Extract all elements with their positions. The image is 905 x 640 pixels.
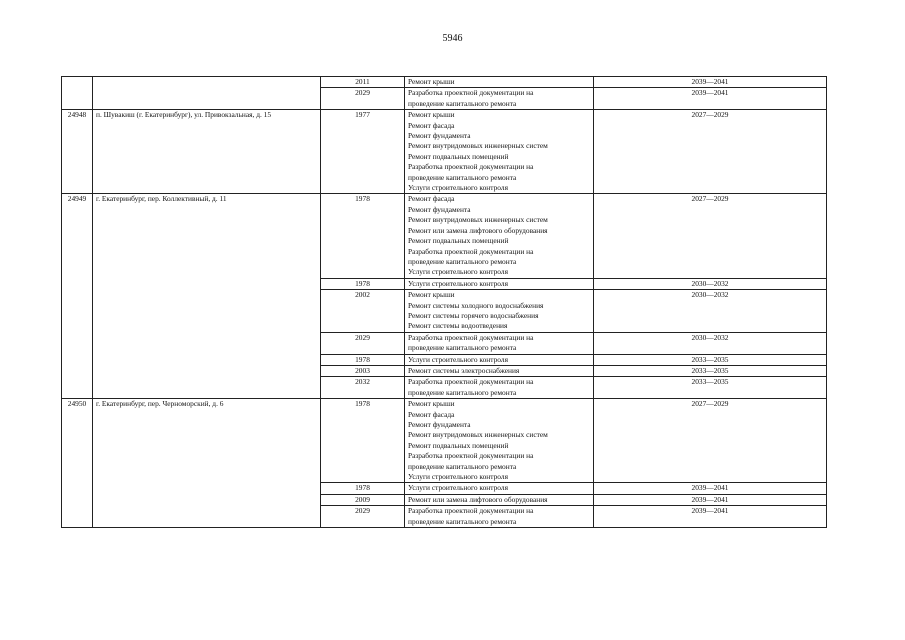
work-item: Ремонт крыши <box>408 290 455 300</box>
table-row <box>62 77 827 88</box>
work-item: Ремонт фасада <box>408 409 455 419</box>
year-cell: 1978 <box>321 399 405 483</box>
works-cell <box>405 483 594 494</box>
table-row <box>62 194 827 278</box>
year-cell: 2029 <box>321 88 405 110</box>
works-cell <box>405 194 594 278</box>
year-cell: 2032 <box>321 377 405 399</box>
year-cell: 1977 <box>321 110 405 194</box>
work-item: проведение капитального ремонта <box>408 461 517 471</box>
works-cell <box>405 377 594 399</box>
year-cell: 1978 <box>321 194 405 278</box>
year-cell: 2011 <box>321 77 405 88</box>
year-cell: 1978 <box>321 483 405 494</box>
period-cell: 2030—2032 <box>594 278 827 289</box>
works-cell <box>405 77 594 88</box>
period-cell: 2039—2041 <box>594 77 827 88</box>
work-item: проведение капитального ремонта <box>408 343 517 353</box>
address-cell <box>93 77 321 110</box>
table-row <box>62 399 827 483</box>
work-item: Ремонт крыши <box>408 110 455 120</box>
work-item: Ремонт подвальных помещений <box>408 151 509 161</box>
work-item: Ремонт крыши <box>408 77 455 86</box>
works-cell <box>405 506 594 528</box>
work-item: проведение капитального ремонта <box>408 256 517 266</box>
work-item: Ремонт или замена лифтового оборудования <box>408 225 548 235</box>
year-cell: 1978 <box>321 354 405 365</box>
works-cell <box>405 354 594 365</box>
work-item: Ремонт фундамента <box>408 131 471 141</box>
table-row <box>62 110 827 194</box>
work-item: Разработка проектной документации на <box>408 506 534 516</box>
period-cell: 2027—2029 <box>594 194 827 278</box>
work-item: Услуги строительного контроля <box>408 483 508 493</box>
work-item: Услуги строительного контроля <box>408 354 508 364</box>
work-item: Разработка проектной документации на <box>408 162 534 172</box>
period-cell: 2039—2041 <box>594 483 827 494</box>
works-cell <box>405 365 594 376</box>
work-item: Услуги строительного контроля <box>408 267 508 277</box>
work-item: Ремонт внутридомовых инженерных систем <box>408 141 548 151</box>
address-cell: п. Шувакиш (г. Екатеринбург), ул. Привокзальная, д. 15 <box>93 110 321 194</box>
works-cell <box>405 494 594 505</box>
building-number-cell: 24949 <box>62 194 93 399</box>
work-item: Разработка проектной документации на <box>408 88 534 98</box>
year-cell: 2029 <box>321 332 405 354</box>
works-cell <box>405 290 594 333</box>
works-cell <box>405 399 594 483</box>
year-cell: 2029 <box>321 506 405 528</box>
work-item: проведение капитального ремонта <box>408 172 517 182</box>
work-item: Ремонт фасада <box>408 120 455 130</box>
repair-schedule-table <box>61 76 827 528</box>
period-cell: 2030—2032 <box>594 290 827 333</box>
period-cell: 2039—2041 <box>594 506 827 528</box>
work-item: Ремонт фасада <box>408 194 455 204</box>
building-number-cell <box>62 77 93 110</box>
building-number-cell: 24948 <box>62 110 93 194</box>
address-cell: г. Екатеринбург, пер. Коллективный, д. 11 <box>93 194 321 399</box>
work-item: Услуги строительного контроля <box>408 472 508 482</box>
work-item: Ремонт подвальных помещений <box>408 236 509 246</box>
works-cell <box>405 110 594 194</box>
year-cell: 1978 <box>321 278 405 289</box>
year-cell: 2003 <box>321 365 405 376</box>
period-cell: 2027—2029 <box>594 110 827 194</box>
work-item: Ремонт подвальных помещений <box>408 440 509 450</box>
work-item: проведение капитального ремонта <box>408 516 517 526</box>
works-cell <box>405 332 594 354</box>
works-cell <box>405 88 594 110</box>
work-item: Ремонт системы водоотведения <box>408 321 508 331</box>
work-item: Разработка проектной документации на <box>408 377 534 387</box>
work-item: Разработка проектной документации на <box>408 451 534 461</box>
period-cell: 2033—2035 <box>594 365 827 376</box>
address-cell: г. Екатеринбург, пер. Черноморский, д. 6 <box>93 399 321 528</box>
period-cell: 2033—2035 <box>594 354 827 365</box>
table-body <box>62 77 827 528</box>
works-cell <box>405 278 594 289</box>
page-number: 5946 <box>442 33 463 44</box>
work-item: Ремонт системы электроснабжения <box>408 365 520 375</box>
period-cell: 2039—2041 <box>594 88 827 110</box>
period-cell: 2030—2032 <box>594 332 827 354</box>
year-cell: 2009 <box>321 494 405 505</box>
work-item: Ремонт внутридомовых инженерных систем <box>408 430 548 440</box>
work-item: Услуги строительного контроля <box>408 183 508 193</box>
work-item: проведение капитального ремонта <box>408 387 517 397</box>
period-cell: 2033—2035 <box>594 377 827 399</box>
work-item: Услуги строительного контроля <box>408 278 508 288</box>
work-item: Разработка проектной документации на <box>408 246 534 256</box>
work-item: Ремонт фундамента <box>408 420 471 429</box>
work-item: Ремонт системы горячего водоснабжения <box>408 310 539 320</box>
work-item: Ремонт или замена лифтового оборудования <box>408 494 548 504</box>
work-item: Ремонт фундамента <box>408 204 471 214</box>
work-item: Разработка проектной документации на <box>408 332 534 342</box>
work-item: проведение капитального ремонта <box>408 98 517 108</box>
period-cell: 2027—2029 <box>594 399 827 483</box>
year-cell: 2002 <box>321 290 405 333</box>
work-item: Ремонт системы холодного водоснабжения <box>408 300 544 310</box>
period-cell: 2039—2041 <box>594 494 827 505</box>
building-number-cell: 24950 <box>62 399 93 528</box>
work-item: Ремонт внутридомовых инженерных систем <box>408 215 548 225</box>
work-item: Ремонт крыши <box>408 399 455 409</box>
